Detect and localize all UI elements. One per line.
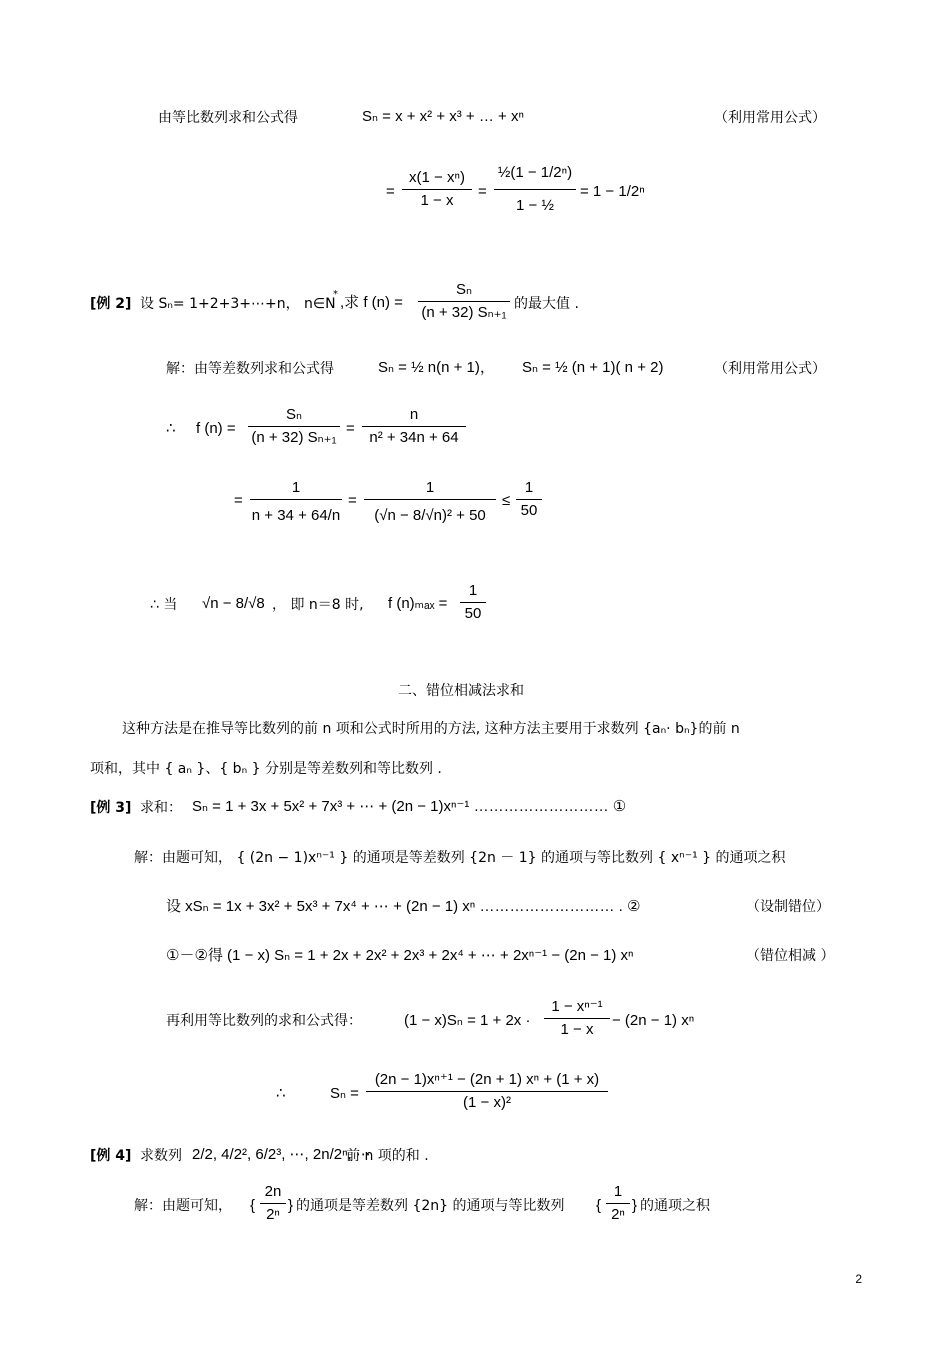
ex2-eq1: = bbox=[346, 420, 355, 437]
top-frac1-num: x(1 − xⁿ) bbox=[409, 169, 465, 186]
top-formula: Sₙ = x + x² + x³ + … + xⁿ bbox=[362, 108, 524, 125]
ex4-brace1-open: { bbox=[250, 1197, 256, 1214]
ex2-suffix: 的最大值 . bbox=[514, 296, 579, 312]
ex3-line3-note: （错位相减 ） bbox=[746, 948, 835, 964]
ex3-ask: 求和： bbox=[140, 800, 182, 816]
ex3-line2: 设 xSₙ = 1x + 3x² + 5x³ + 7x⁴ + ⋯ + (2n − 1) xⁿ ……………………… . ② bbox=[166, 898, 641, 915]
ex2-therefore: ∴ bbox=[166, 420, 176, 437]
top-note: （利用常用公式） bbox=[714, 110, 826, 126]
ex2-step4 bbox=[364, 478, 496, 531]
ex4-sol-frac2 bbox=[606, 1182, 630, 1225]
ex4-brace2-close: } bbox=[632, 1197, 638, 1214]
ex4-seq: 2/2, 4/2², 6/2³, ⋯, 2n/2ⁿ, ⋯ bbox=[192, 1146, 371, 1163]
ex2-eq3: = bbox=[348, 492, 357, 509]
top-eq: = bbox=[478, 183, 487, 200]
ex3-line2-note: （设制错位） bbox=[746, 899, 830, 915]
ex3-line3: ①－②得 (1 − x) Sₙ = 1 + 2x + 2x² + 2x³ + 2x⁴ + ⋯ + 2xⁿ⁻¹ − (2n − 1) xⁿ bbox=[166, 947, 634, 964]
ex3-line4-num: 1 − xⁿ⁻¹ bbox=[551, 998, 603, 1015]
ex2-fmax-num: 1 bbox=[468, 582, 478, 599]
ex2-sol-label: 解：由等差数列求和公式得 bbox=[166, 361, 334, 377]
fraction-bar bbox=[516, 499, 542, 500]
ex2-prefix: 设 Sₙ= 1+2+3+⋯+n， n∈N bbox=[140, 296, 336, 312]
fraction-bar bbox=[494, 189, 576, 190]
ex2-when-mid: ， 即 n＝8 时, bbox=[272, 597, 364, 613]
top-frac2-num: ½(1 − 1/2ⁿ) bbox=[497, 164, 573, 181]
fraction-bar bbox=[248, 426, 340, 427]
ex2-step5 bbox=[516, 478, 542, 521]
page-number: 2 bbox=[855, 1272, 862, 1286]
section2-p1: 这种方法是在推导等比数列的前 n 项和公式时所用的方法, 这种方法主要用于求数列 {aₙ· bₙ}的前 n bbox=[122, 721, 740, 737]
ex4-sol-frac1-num: 2n bbox=[264, 1183, 282, 1200]
fraction-bar bbox=[418, 301, 510, 302]
ex2-when-text: ∴ 当 bbox=[150, 597, 178, 613]
ex4-ask: 求数列 bbox=[140, 1148, 182, 1164]
ex2-fmax-frac bbox=[460, 581, 486, 624]
ex3-sol: 解：由题可知， { (2n − 1)xⁿ⁻¹ } 的通项是等差数列 {2n － 1} 的通项与等比数列 { xⁿ⁻¹ } 的通项之积 bbox=[134, 850, 786, 866]
ex2-frac-den: (n + 32) Sₙ₊₁ bbox=[421, 304, 507, 321]
ex2-step3 bbox=[250, 478, 342, 531]
ex2-tag: [例 2] bbox=[90, 296, 132, 312]
fraction-bar bbox=[250, 499, 342, 500]
ex2-step2-den: n² + 34n + 64 bbox=[369, 429, 459, 446]
ex3-res-num: (2n − 1)xⁿ⁺¹ − (2n + 1) xⁿ + (1 + x) bbox=[374, 1071, 600, 1088]
ex3-res-left: Sₙ = bbox=[330, 1085, 359, 1102]
ex2-eq2: = bbox=[234, 492, 243, 509]
ex3-line4-label: 再利用等比数列的求和公式得： bbox=[166, 1013, 362, 1029]
ex2-sol-note: （利用常用公式） bbox=[714, 361, 826, 377]
ex2-step2 bbox=[362, 405, 466, 448]
ex2-step3-num: 1 bbox=[291, 479, 301, 496]
ex2-fmax-den: 50 bbox=[464, 605, 482, 622]
top-frac1 bbox=[402, 168, 472, 211]
ex2-sol-f2: Sₙ = ½ (n + 1)( n + 2) bbox=[522, 359, 664, 376]
ex2-frac bbox=[418, 280, 510, 323]
ex2-frac-num: Sₙ bbox=[456, 281, 472, 298]
ex3-formula: Sₙ = 1 + 3x + 5x² + 7x³ + ⋯ + (2n − 1)xⁿ⁻¹ ……………………… ① bbox=[192, 798, 627, 815]
fraction-bar bbox=[402, 189, 472, 190]
ex2-fn: f (n) = bbox=[196, 420, 236, 437]
ex4-sol-frac2-num: 1 bbox=[613, 1183, 623, 1200]
fraction-bar bbox=[366, 1091, 608, 1092]
ex4-suffix: 前 n 项的和 . bbox=[346, 1148, 429, 1164]
top-frac2 bbox=[494, 158, 576, 221]
top-result: = 1 − 1/2ⁿ bbox=[580, 183, 645, 200]
fraction-bar bbox=[544, 1018, 610, 1019]
section2-p2: 项和，其中 { aₙ }、{ bₙ } 分别是等差数列和等比数列 . bbox=[90, 761, 442, 777]
fraction-bar bbox=[364, 499, 496, 500]
ex3-res-den: (1 − x)² bbox=[463, 1094, 511, 1111]
top-frac1-den: 1 − x bbox=[420, 192, 454, 209]
top-label: 由等比数列求和公式得 bbox=[158, 110, 298, 126]
top-frac2-den: 1 − ½ bbox=[516, 197, 554, 214]
ex2-step1-num: Sₙ bbox=[286, 406, 302, 423]
ex4-sol-frac1 bbox=[260, 1182, 286, 1225]
ex4-sol-frac1-den: 2ⁿ bbox=[266, 1206, 280, 1223]
ex4-brace2-open: { bbox=[596, 1197, 602, 1214]
ex3-res-therefore: ∴ bbox=[276, 1085, 286, 1102]
fraction-bar bbox=[260, 1203, 286, 1204]
ex3-line4-den: 1 − x bbox=[560, 1021, 594, 1038]
ex3-tag: [例 3] bbox=[90, 800, 132, 816]
ex2-step4-den: (√n − 8/√n)² + 50 bbox=[374, 507, 486, 524]
section2-title: 二、错位相减法求和 bbox=[398, 683, 524, 699]
ex2-step4-num: 1 bbox=[425, 479, 435, 496]
ex4-sol-b: 的通项是等差数列 {2n} 的通项与等比数列 bbox=[296, 1198, 565, 1214]
fraction-bar bbox=[460, 602, 486, 603]
ex4-sol-c: 的通项之积 bbox=[640, 1198, 710, 1214]
fraction-bar bbox=[362, 426, 466, 427]
ex3-line4-right: − (2n − 1) xⁿ bbox=[612, 1012, 695, 1029]
ex2-step5-den: 50 bbox=[520, 502, 538, 519]
ex2-step1 bbox=[248, 405, 340, 448]
ex4-brace1-close: } bbox=[288, 1197, 294, 1214]
ex4-sol-frac2-den: 2ⁿ bbox=[611, 1206, 625, 1223]
fraction-bar bbox=[606, 1203, 630, 1204]
ex2-step3-den: n + 34 + 64/n bbox=[251, 507, 341, 524]
ex2-fmax: f (n)ₘₐₓ = bbox=[388, 595, 448, 612]
ex2-ask: ,求 f (n) = bbox=[340, 294, 403, 311]
ex3-line4-left: (1 − x)Sₙ = 1 + 2x · bbox=[404, 1012, 531, 1029]
ex3-line4-frac bbox=[544, 997, 610, 1040]
ex2-step5-num: 1 bbox=[524, 479, 534, 496]
top-eq-left: = bbox=[386, 183, 395, 200]
ex2-star: * bbox=[333, 289, 338, 300]
ex2-when-expr: √n − 8/√8 bbox=[202, 595, 265, 612]
ex2-sol-f1: Sₙ = ½ n(n + 1)， bbox=[378, 359, 495, 376]
ex3-res-frac bbox=[366, 1070, 608, 1113]
ex4-tag: [例 4] bbox=[90, 1148, 132, 1164]
ex2-step2-num: n bbox=[409, 406, 419, 423]
ex4-sol-a: 解：由题可知， bbox=[134, 1198, 232, 1214]
ex2-step1-den: (n + 32) Sₙ₊₁ bbox=[251, 429, 337, 446]
ex2-leq: ≤ bbox=[502, 492, 511, 509]
